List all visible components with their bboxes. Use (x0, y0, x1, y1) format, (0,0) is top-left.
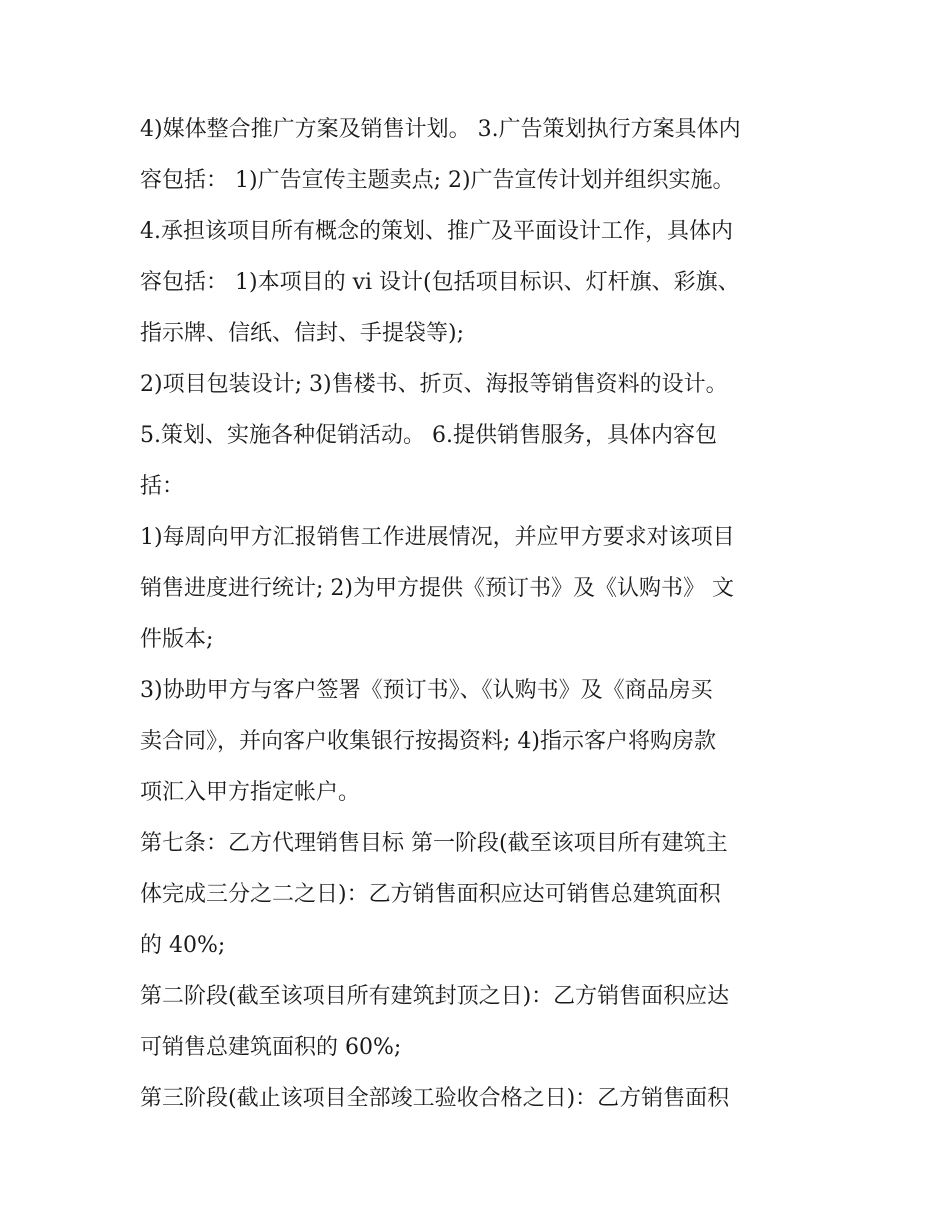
text-line: 的 40%; (140, 933, 226, 958)
text-line: 容包括： 1)广告宣传主题卖点; 2)广告宣传计划并组织实施。 (140, 168, 735, 193)
text-line: 指示牌、信纸、信封、手提袋等); (140, 321, 464, 346)
text-line: 件版本; (140, 627, 214, 652)
text-line: 括： (140, 474, 185, 499)
text-line: 第七条：乙方代理销售目标 第一阶段(截至该项目所有建筑主 (140, 831, 728, 856)
text-line: 2)项目包装设计; 3)售楼书、折页、海报等销售资料的设计。 (140, 372, 728, 397)
text-line: 项汇入甲方指定帐户。 (140, 780, 361, 805)
text-line: 体完成三分之二之日)：乙方销售面积应达可销售总建筑面积 (140, 882, 721, 907)
text-line: 可销售总建筑面积的 60%; (140, 1035, 402, 1060)
text-line: 第三阶段(截止该项目全部竣工验收合格之日)：乙方销售面积 (140, 1086, 730, 1111)
text-line: 卖合同》，并向客户收集银行按揭资料; 4)指示客户将购房款 (140, 729, 716, 754)
text-line: 第二阶段(截至该项目所有建筑封顶之日)：乙方销售面积应达 (140, 984, 730, 1009)
text-line: 1)每周向甲方汇报销售工作进展情况，并应甲方要求对该项目 (140, 525, 735, 550)
document-body (140, 104, 812, 1124)
text-line: 销售进度进行统计; 2)为甲方提供《预订书》及《认购书》 文 (140, 576, 734, 601)
text-line: 3)协助甲方与客户签署《预订书》、《认购书》及《商品房买 (140, 678, 713, 703)
text-line: 容包括： 1)本项目的 vi 设计(包括项目标识、灯杆旗、彩旗、 (140, 270, 740, 295)
text-line: 5.策划、实施各种促销活动。 6.提供销售服务，具体内容包 (140, 423, 717, 448)
text-line: 4.承担该项目所有概念的策划、推广及平面设计工作，具体内 (140, 219, 733, 244)
text-line: 4)媒体整合推广方案及销售计划。 3.广告策划执行方案具体内 (140, 117, 741, 142)
